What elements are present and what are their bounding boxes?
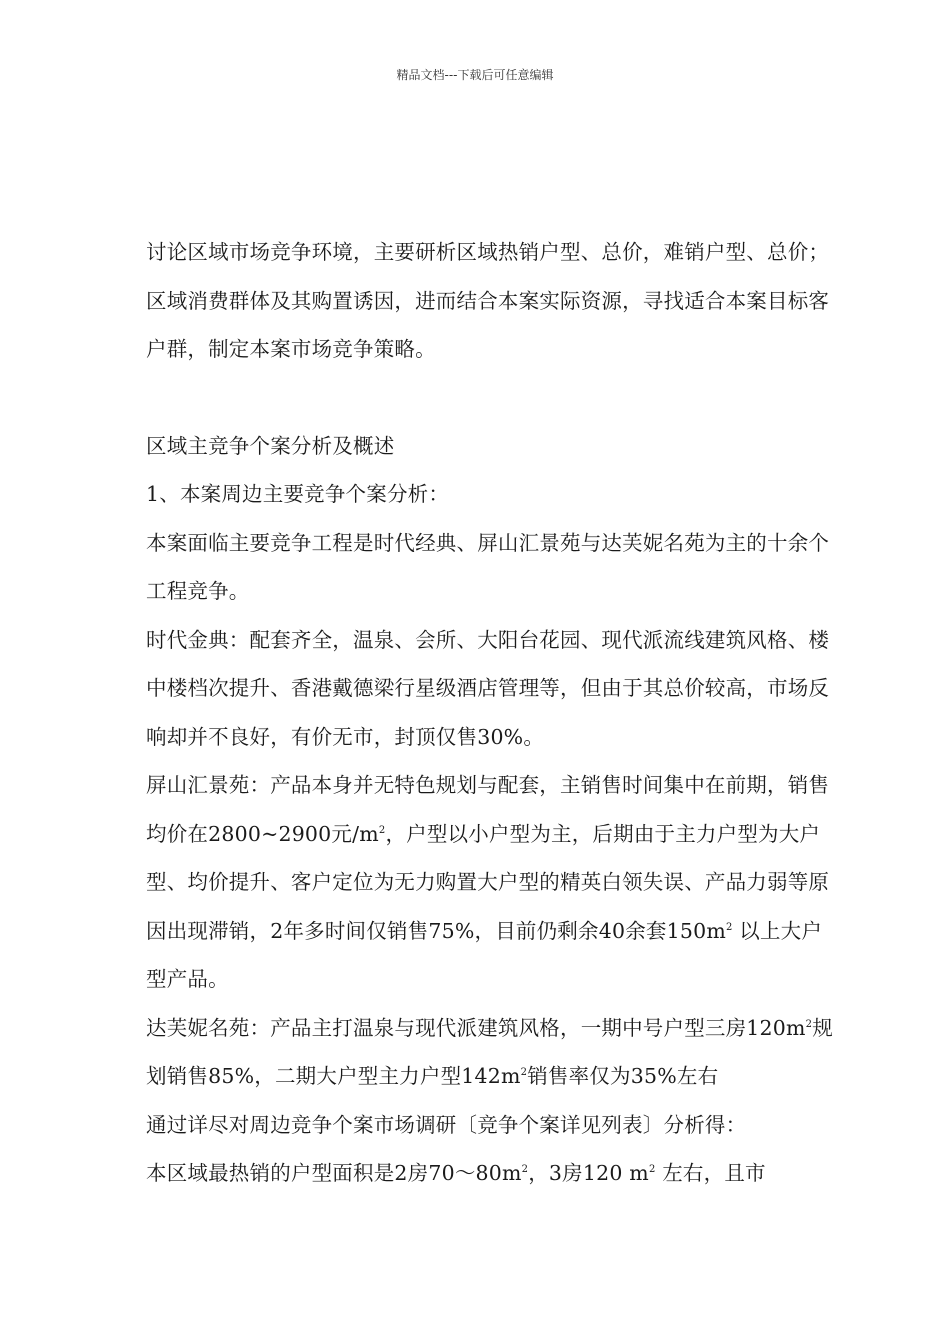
text-run: 本区域最热销的户型面积是2房70～80m [146,1161,522,1185]
intro-paragraph: 讨论区域市场竞争环境，主要研析区域热销户型、总价，难销户型、总价；区域消费群体及其购置诱因，进而结合本案实际资源，寻找适合本案目标客户群，制定本案市场竞争策略。 [146,240,830,361]
paragraph-dafuni [146,1004,836,1101]
superscript: 2 [648,1164,656,1176]
superscript: 2 [378,824,386,836]
text-run: 以上大户型产品。 [146,918,823,991]
text-run: 屏山汇景苑：产品本身并无特色规划与配套，主销售时间集中在前期，销售均价在2800~2900元/m [146,773,830,846]
text-run: ，3房120 m [528,1161,649,1185]
superscript: 2 [520,1067,528,1079]
document-body [146,228,836,1198]
superscript: 2 [725,921,733,933]
paragraph-shidai: 时代金典：配套齐全，温泉、会所、大阳台花园、现代派流线建筑风格、楼中楼档次提升、香港戴德梁行星级酒店管理等，但由于其总价较高，市场反响却并不良好，有价无市，封顶仅售30%。 [146,627,830,749]
text-run: 销售率仅为35%左右 [527,1064,719,1088]
page-header: 精品文档---下载后可任意编辑 [396,68,554,82]
subsection-title: 1、本案周边主要竞争个案分析： [146,482,450,506]
section-title: 区域主竞争个案分析及概述 [146,433,395,458]
text-run: ，户型以小户型为主，后期由于主力户型为大户型、均价提升、客户定位为无力购置大户型的精英白领失误、产品力弱等原因出现滞销，2年多时间仅销售75%，目前仍剩余40余套150m [146,821,830,943]
superscript: 2 [521,1164,529,1176]
paragraph-survey: 通过详尽对周边竞争个案市场调研〔竞争个案详见列表〕分析得： [146,1112,747,1137]
paragraph-hot-units [146,1149,836,1198]
text-run: 达芙妮名苑：产品主打温泉与现代派建筑风格，一期中号户型三房120m [146,1015,806,1040]
text-run: 左右，且市 [655,1161,766,1185]
paragraph-competition: 本案面临主要竞争工程是时代经典、屏山汇景苑与达芙妮名苑为主的十余个工程竞争。 [146,530,830,603]
superscript: 2 [805,1018,813,1030]
text-run: 规划销售85%，二期大户型主力户型142m [146,1015,833,1088]
paragraph-pingshan [146,761,836,1004]
